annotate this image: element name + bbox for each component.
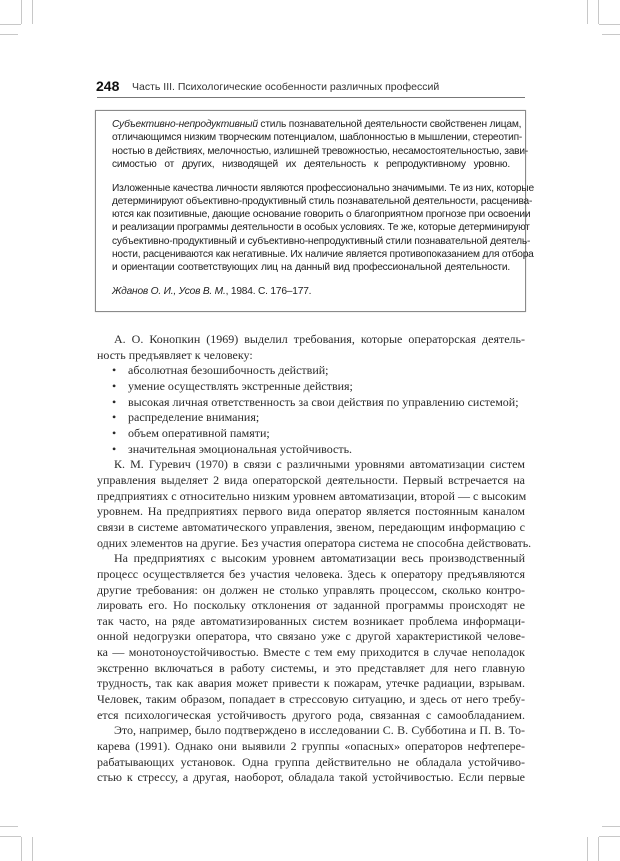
text-line: лировать его. Но поскольку отклонения от заданной программы происходят не bbox=[97, 598, 525, 613]
text-line: А. О. Конопкин (1969) выделил требования, которые операторская деятель- bbox=[114, 332, 525, 346]
text-line: связи в системе автоматического управления, звеном, передающим информацию с bbox=[97, 519, 525, 534]
header-rule bbox=[97, 97, 525, 98]
crop-mark bbox=[0, 24, 21, 25]
citation-authors: Жданов О. И., Усов В. М. bbox=[112, 286, 226, 298]
crop-mark bbox=[32, 837, 33, 861]
list-item-text: абсолютная безошибочность действий; bbox=[128, 363, 329, 378]
text-segment: стиль познавательной деятельности свойственен лицам, bbox=[257, 119, 522, 130]
crop-mark bbox=[599, 836, 620, 837]
list-item-text: высокая личная ответственность за свои действия по управлению системой; bbox=[128, 394, 519, 409]
running-title: Часть III. Психологические особенности различных профессий bbox=[132, 81, 440, 93]
text-line: процесс осуществляется без участия человека. Здесь к оператору предъявляются bbox=[97, 566, 525, 581]
body-paragraph bbox=[97, 457, 532, 551]
text-line: ности, расцениваются как негативные. Их наличие является противопоказанием для отбора bbox=[112, 249, 534, 261]
body-paragraph bbox=[97, 551, 525, 723]
text-line: и реализации программы деятельности в особых условиях. Те же, которые детерминируют bbox=[112, 222, 530, 234]
text-line: управления выделяет 2 вида операторской деятельности. Первый встречается на bbox=[97, 472, 525, 487]
text-line: Человек, таким образом, попадает в стрессовую ситуацию, и здесь от него требу- bbox=[97, 692, 525, 707]
crop-mark bbox=[0, 826, 18, 827]
bullet-icon: • bbox=[112, 363, 117, 378]
citation bbox=[112, 285, 510, 298]
text-line: детерминируют объективно-продуктивный стиль познавательной деятельности, расценива- bbox=[112, 195, 533, 207]
crop-mark bbox=[598, 837, 599, 861]
list-item-text: распределение внимания; bbox=[128, 410, 260, 425]
list-item bbox=[97, 410, 525, 426]
text-line: рабатывающих установок. Одна группа действительно не обладала устойчиво- bbox=[97, 754, 525, 769]
italic-term: Субъективно-непродуктивный bbox=[112, 119, 258, 130]
body-paragraph bbox=[97, 723, 525, 786]
list-item bbox=[97, 442, 525, 458]
crop-mark bbox=[32, 0, 33, 24]
text-line: трудность, так как авария может привести к пожарам, утечке радиации, взрывам. bbox=[97, 676, 525, 691]
crop-mark bbox=[602, 826, 620, 827]
list-item-text: умение осуществлять экстренные действия; bbox=[128, 378, 353, 393]
bullet-icon: • bbox=[112, 425, 117, 440]
text-line: Изложенные качества личности являются профессионально значимыми. Те из них, которые bbox=[112, 182, 534, 194]
text-line: ются как позитивные, дающие основание говорить о благоприятном прогнозе при освоении bbox=[112, 209, 531, 221]
text-line: экстренно включаться в работу системы, и это представляет для него главную bbox=[97, 660, 525, 675]
crop-mark bbox=[587, 0, 588, 24]
box-paragraph bbox=[112, 118, 529, 171]
text-line: стью к стрессу, а другая, наоборот, обладала такой устойчивостью. Если первые bbox=[97, 770, 525, 785]
text-line: ностью в действиях, мелочностью, излишней тревожностью, несамостоятельностью, зави- bbox=[112, 145, 529, 157]
list-item bbox=[97, 426, 525, 442]
bullet-icon: • bbox=[112, 394, 117, 409]
bullet-icon: • bbox=[112, 410, 117, 425]
list-item bbox=[97, 363, 525, 379]
body-text bbox=[97, 332, 532, 786]
text-line: уровнем. На предприятиях первого вида оператор является постоянным каналом bbox=[97, 504, 525, 519]
crop-mark bbox=[0, 836, 21, 837]
citation-source: , 1984. С. 176–177. bbox=[225, 286, 312, 298]
text-line: предприятиях с относительно низким уровнем автоматизации, второй — с высоким bbox=[97, 488, 527, 503]
text-line: субъективно-продуктивный и субъективно-непродуктивный стили познавательной деятель- bbox=[112, 235, 531, 247]
text-line: ется психологическая устойчивость другого рода, связанная с самообладанием. bbox=[97, 707, 525, 722]
text-line: ность предъявляет к человеку: bbox=[97, 347, 253, 362]
text-line: На предприятиях с высоким уровнем автоматизации весь производственный bbox=[114, 551, 525, 566]
text-line bbox=[112, 118, 522, 131]
crop-mark bbox=[21, 0, 22, 24]
list-item bbox=[97, 379, 525, 395]
crop-mark bbox=[21, 837, 22, 861]
page-number: 248 bbox=[96, 78, 120, 94]
crop-mark bbox=[599, 24, 620, 25]
text-line: одних элементов на другие. Без участия оператора система не способна действовать. bbox=[97, 535, 532, 550]
text-line: ка — монотоноустойчивостью. Вместе с тем ему приходится в случае неполадок bbox=[97, 645, 525, 660]
text-line: онной недогрузки оператора, что связано уже с другой характеристикой челове- bbox=[97, 629, 525, 644]
text-line: карева (1991). Однако они выявили 2 группы «опасных» операторов нефтепере- bbox=[97, 739, 525, 754]
crop-mark bbox=[0, 34, 18, 35]
crop-mark bbox=[587, 837, 588, 861]
bullet-icon: • bbox=[112, 378, 117, 393]
text-line: Это, например, было подтверждено в исследовании С. В. Субботина и П. В. То- bbox=[114, 723, 525, 738]
box-paragraph bbox=[112, 182, 534, 275]
crop-mark bbox=[598, 0, 599, 24]
text-line: другие требования: он должен не столько управлять процессом, сколько контро- bbox=[97, 582, 525, 597]
quote-box-text bbox=[112, 118, 534, 298]
text-line: отличающимся низким творческим потенциалом, шаблонностью в мышлении, стереотип- bbox=[112, 132, 523, 144]
text-line: К. М. Гуревич (1970) в связи с различными уровнями автоматизации систем bbox=[114, 457, 525, 472]
list-item-text: объем оперативной памяти; bbox=[128, 425, 270, 440]
list-item bbox=[97, 395, 525, 411]
bullet-icon: • bbox=[112, 441, 117, 456]
text-line: симостью от других, низводящей их деятельность к репродуктивному уровню. bbox=[112, 158, 510, 170]
text-line: так часто, на ряде автоматизированных систем возникает проблема информаци- bbox=[97, 613, 525, 628]
list-item-text: значительная эмоциональная устойчивость. bbox=[128, 441, 353, 456]
crop-mark bbox=[602, 34, 620, 35]
text-line: и ориентации соответствующих лиц на данный вид профессиональной деятельности. bbox=[112, 262, 510, 274]
